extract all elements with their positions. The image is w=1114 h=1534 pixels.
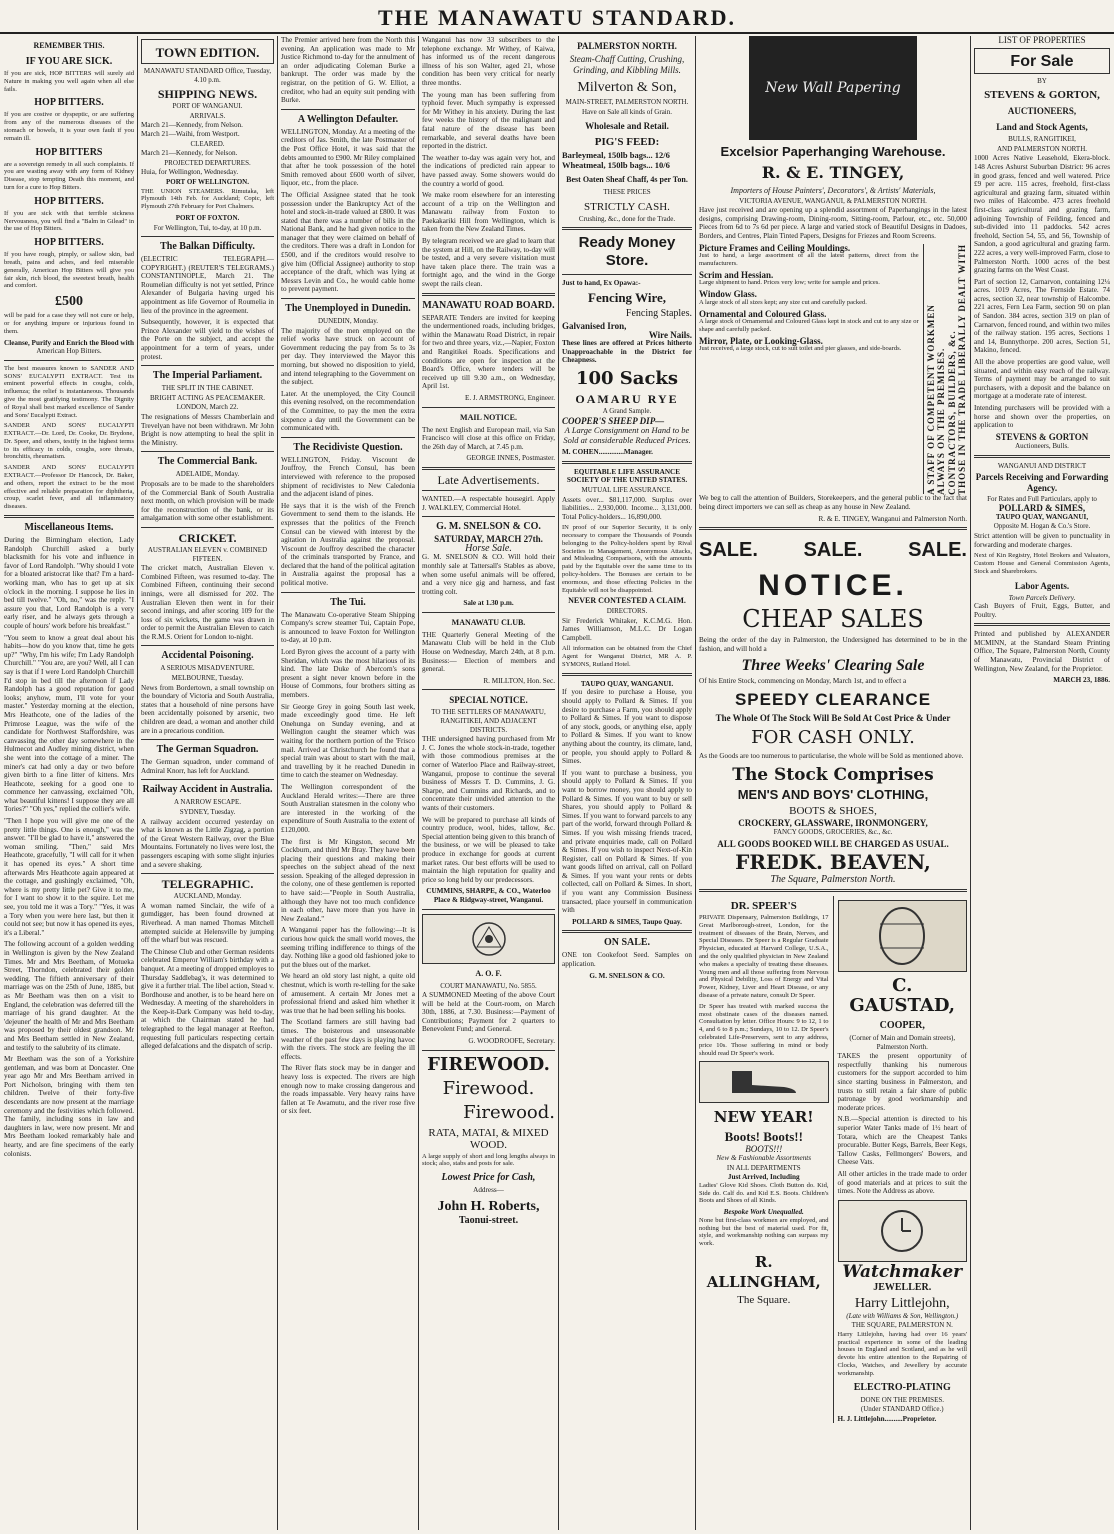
board-heading: MANAWATU ROAD BOARD. bbox=[422, 299, 555, 311]
grand-line: A Grand Sample. bbox=[602, 406, 652, 415]
late-heading: Late Advertisements. bbox=[437, 472, 540, 487]
picture-line: Picture Frames and Ceiling Mouldings. bbox=[699, 242, 851, 253]
vertical-text-3: CONTRACTORS, BUILDERS, &c. bbox=[946, 329, 957, 495]
scotland-body-2: The River flats stock may be in danger and heavy loss is expected. The rivers are high enough now to make crossing dangerous and the roads impassable. Very heavy rains have fallen at Te Awamutu, and the river rose five or six feet. bbox=[281, 1064, 415, 1116]
vertical-text-4: THOSE IN THE TRADE LIBERALLY DEALT WITH bbox=[957, 243, 967, 495]
imperial-heading: The Imperial Parliament. bbox=[152, 370, 263, 382]
lord-body: Lord Byron gives the account of a party with Sheridan, which was the most hilarious of its kind. The late Duke of Abercorn's sons present a sight never known before in the House of Commons, four brothers sitting as members. bbox=[281, 648, 415, 699]
parcels-extra: Next of Kin Registry, Hotel Brokers and Valuators, Custom House and General Commission Agents, Stock and Sharebrokers. bbox=[974, 552, 1110, 575]
crushing-line: Crushing, &c., done for the Trade. bbox=[578, 214, 676, 223]
weather-body: The weather to-day was again very hot, and the indications of predicted rain appear to have passed away. Some showers would do the country a world of good. bbox=[422, 153, 555, 188]
window-line: Window Glass. bbox=[699, 289, 757, 300]
firewood-text: A large supply of short and long lengths always in stock; also, stabs and posts for sale. bbox=[422, 1152, 555, 1168]
hop-text: If you are sick with that terrible sickness Nervousness, you will find a "Balm in Gilead" in the use of Hop Bitters. bbox=[4, 209, 134, 233]
never-heading: NEVER CONTESTED A CLAIM. bbox=[568, 596, 686, 606]
taupo-body: If you desire to purchase a House, you should apply to Pollard & Simes. If you desire to purchase a Farm, you should apply to Pollard & Simes. If you want to dispose of any stock, goods, or anything else, apply to Pollard & Simes. If you want to know anything about the country, its climate, land, or people, you should apply to Pollard & Simes. bbox=[562, 688, 692, 766]
firewood-3: Firewood. bbox=[463, 1101, 555, 1123]
sacks-line: 100 Sacks bbox=[575, 367, 679, 389]
bespoke-line: Bespoke Work Unequalled. bbox=[723, 1208, 804, 1217]
club-body: THE Quarterly General Meeting of the Manawatu Club will be held in the Club House on Wednesday, March 24th, at 8 p.m. Business:— Election of members and general. bbox=[422, 630, 555, 674]
rates-line: For Rates and Full Particulars, apply to bbox=[987, 494, 1097, 503]
speer-body-2: Dr Speer has treated with marked success the most obstinate cases of the diseases named. Consultation by letter. Office Hours: 9 to 12, 1 to 4, and 6 to 8 p.m.; Sundays, 10 to 12. Dr Speer's celebrated Life-Preservers, sent to any address, price 10s. Those suffering in mind or body should read Dr Speer's work. bbox=[699, 1002, 829, 1057]
commercial-heading: The Commercial Bank. bbox=[157, 456, 258, 468]
cleared-label: CLEARED. bbox=[190, 139, 225, 148]
cleared-item: March 21—Kennedy, for Nelson. bbox=[141, 149, 238, 158]
hop-bitters-heading: HOP BITTERS. bbox=[34, 195, 104, 207]
hop-text: If you have rough, pimply, or sallow skin, bad breath, pains and aches, and feel miserable generally, American Hop Bitters will give you fair skin, rich blood, the sweetest breath, health and comfort. bbox=[4, 251, 134, 290]
clock-icon bbox=[877, 1206, 927, 1256]
victoria-line: VICTORIA AVENUE, WANGANUI, & PALMERSTON NORTH. bbox=[739, 196, 927, 205]
newspaper-title: THE MANAWATU STANDARD. bbox=[378, 5, 736, 30]
opp-line: Opposite M. Hogan & Co.'s Store. bbox=[993, 522, 1091, 531]
done-line: DONE ON THE PREMISES. bbox=[860, 1395, 944, 1404]
clock-illustration bbox=[838, 1200, 968, 1262]
entire-line: Of his Entire Stock, commencing on Monday, March 1st, and to effect a bbox=[699, 677, 907, 686]
littlejohn-from: (Late with Williams & Son, Wellington.) bbox=[846, 1311, 959, 1320]
imprint-date: MARCH 23, 1886. bbox=[1053, 676, 1110, 685]
auckland-dateline: AUCKLAND, Monday. bbox=[173, 892, 242, 901]
poison-heading: Accidental Poisoning. bbox=[161, 650, 254, 662]
proprietor-line: H. J. Littlejohn..........Proprietor. bbox=[837, 1414, 937, 1423]
firewood-2: Firewood. bbox=[442, 1077, 535, 1099]
sander-ad: SANDER AND SONS' EUCALYPTI EXTRACT.—Professor Dr Hancock, Dr. Baker, and others, report the extract to be the most effective and reliable preparation for diphtheria, croup, scarlet fever, and all inflammatory diseases. bbox=[4, 464, 134, 511]
mail-heading: MAIL NOTICE. bbox=[460, 412, 517, 422]
mail-signature: GEORGE INNES, Postmaster. bbox=[466, 454, 555, 463]
unemployed-body: The majority of the men employed on the relief works have struck on account of Government reducing the pay from 5s to 3s per day. They interviewed the Mayor this morning, but showed no disposition to yield, and intend telegraphing to the Government on the subject. bbox=[281, 326, 415, 387]
for-sale-heading: For Sale bbox=[1010, 52, 1074, 70]
main-st: MAIN-STREET, PALMERSTON NORTH. bbox=[565, 98, 689, 106]
bulls-line: BULLS, RANGITIKEI, bbox=[1008, 135, 1076, 144]
cash-buyers: Cash Buyers of Fruit, Eggs, Butter, and Poultry. bbox=[974, 602, 1110, 619]
telegraphic-body-2: The Chinese Club and other German residents celebrated Emperor William's birthday with a banquet. At a meeting of dropped employes to Thursday Saddlebag's, it was determined to give it a further trial. The libel action, Stead v. Bordhouse and another, is to be heard here on Wednesday. A meeting of the shareholders in the Keep-it-Dark Company was held to-day, at which the Chairman stated he had telegraphed to the legal manager at Reefton, requesting full particulars respecting certain alleged defalcations and the dispatch of scrip. bbox=[141, 947, 274, 1051]
barley-price: Barleymeal, 150lb bags... 12/6 bbox=[562, 150, 670, 161]
tui-body: The Manawatu Co-operative Steam Shipping Company's screw steamer Tui, Captain Pope, is announced to leave Foxton for Wellington to-day, at 10 p.m. bbox=[281, 610, 415, 645]
nails-line: Wire Nails. bbox=[648, 329, 692, 340]
swallows-body-2: By telegram received we are glad to learn that the system at Hill, on the Railway, to-day will be tested, and a very severe visitation must have taken place there. The train was a fortnight ago, and the wind in the Gorge swept the rails clean. bbox=[422, 237, 555, 289]
unemployed-later: Later. At the unemployed, the City Council this evening resolved, on the recommendation of the Committee, to pay the men the extra sixpence a day until the Government can be communicated with. bbox=[281, 389, 415, 433]
club-heading: MANAWATU CLUB. bbox=[451, 617, 526, 627]
sydney-dateline: SYDNEY, Tuesday. bbox=[179, 808, 236, 817]
firewood-1: FIREWOOD. bbox=[427, 1053, 550, 1075]
always-line: Have on Sale all kinds of Grain. bbox=[581, 107, 672, 116]
aof-heading: A. O. F. bbox=[475, 968, 502, 978]
wanganui-body-2: The young man has been suffering from typhoid fever. Much sympathy is expressed for Mr Withey in his anxiety. During the last few weeks the history of the malignant and fatal nature of the disease has been remarkable, and several deaths have been reported in the district. bbox=[422, 90, 555, 151]
gaustad-nb: N.B.—Special attention is directed to his superior Water Tanks made of 1½ heart of Totara, which are the Cheapest Tanks procurable. Butter Kegs, Barrels, Beer Kegs, Tallow Casks, Fellmongers' Bowers, and Cheese Vats. bbox=[837, 1115, 967, 1167]
special-body: THE undersigned having purchased from Mr J. C. Jones the whole stock-in-trade, together with those commodious premises at the corner of Waterloo Place and Railway-street, Wanganui, propose to continue the several business of Messrs T. D. Cummins, J. G. Sharpe, and Cummins and Richards, and to concentrate their undivided attention to the wants of their customers. bbox=[422, 735, 555, 812]
all-dep: IN ALL DEPARTMENTS bbox=[726, 1163, 801, 1172]
edition-heading: TOWN EDITION. bbox=[155, 45, 260, 60]
wellington-shipping: THE UNION STEAMERS. Rimutaka, left Plymouth 14th Feb. for Auckland; Copic, left Plymouth 27th February for Port Chalmers. bbox=[141, 187, 274, 211]
projected-label: PROJECTED DEPARTURES. bbox=[164, 158, 251, 167]
barrel-icon bbox=[862, 906, 942, 966]
port-wanganui: PORT OF WANGANUI. bbox=[172, 102, 243, 111]
german-heading: The German Squadron. bbox=[156, 744, 259, 756]
misc-continued: "You seem to know a great deal about his habits—how do you know that, time he gets up?" "Why, I'm his wife; I'm Lady Randolph Churchill." "You are, are you? Well, all I can say is that if I were Lord Randolph Churchill I'd stop in bed till the afternoon if Lady Randolph has a good reputation for good looks; anyhow, mum, I'll vote for your master." Yesterday morning at the election, Mrs Heathcote, one of the ladies of the Primrose League, was the wife of the candidate for Northwest Staffordshire, was canvassing the other day somewhere in the Hulmecot and Audley mining district, when she went into the cottage of a miner. The miner's cat had only a day or two before given birth to a fine litter of kittens. Mrs Heathcote, seeking for a good one to commence her canvassing, exclaimed "Oh, what beautiful kittens! I suppose they are all Tories?" "Oh yes," replied the collier's wife. bbox=[4, 633, 134, 814]
wanted-ad: WANTED.—A respectable housegirl. Apply J. WALKLEY, Commercial Hotel. bbox=[422, 494, 555, 512]
labor-line: Labor Agents. bbox=[1014, 580, 1070, 591]
wellington-body-2: The first is Mr Kingston, second Mr Cockburn, and third Mr Bray. They have been placing their questions and making their speeches on the subject ahead of the next session. Speaking of the alleged depression in the colony, one of these gentlemen is reported to have said:—"People in South Australia, although they have not too much confidence in each other, have more than you have in New Zealand." bbox=[281, 837, 415, 923]
newspaper-body-2: We heard an old story last night, a quite old chestnut, which is worth re-telling for the sake of amusement. A certain Mr Jones met a professional friend and asked him whether it was true that he had been selling his books. bbox=[281, 972, 415, 1015]
column-rule bbox=[418, 36, 419, 1530]
beaven-name: FREDK. BEAVEN, bbox=[735, 850, 931, 875]
palmerston-heading: PALMERSTON NORTH. bbox=[577, 41, 677, 51]
balkan-body-2: Subsequently, however, it is expected that Prince Alexander will yield to the wishes of the Porte on the subject, and accept the appointment for a term of years, under protest. bbox=[141, 318, 274, 361]
corner-line: (Corner of Main and Domain streets), Palmerston North. bbox=[849, 1034, 956, 1051]
office-line: MANAWATU STANDARD Office, Tuesday, 4.10 p.m. bbox=[143, 67, 272, 84]
barrel-illustration bbox=[838, 900, 968, 972]
strict-line: Strict attention will be given to punctuality in forwarding and moderate charges. bbox=[974, 531, 1110, 549]
pollard-signature: POLLARD & SIMES, Taupo Quay. bbox=[572, 917, 682, 926]
wholesale-line: Wholesale and Retail. bbox=[585, 121, 669, 132]
littlejohn-name: Harry Littlejohn, bbox=[854, 1295, 950, 1311]
tingey-name: R. & E. TINGEY, bbox=[761, 163, 905, 182]
onsale-heading: ON SALE. bbox=[603, 937, 651, 949]
watchmaker-heading: Watchmaker bbox=[842, 1261, 963, 1282]
milverton-name: Milverton & Son, bbox=[577, 80, 677, 95]
cricket-body: The cricket match, Australian Eleven v. Combined Fifteen, was resumed to-day. The Combined Fifteen, continuing their second innings, were all dismissed for 202. The Australian Eleven then went in for their second innings, and after scoring 109 for the loss of six wickets, the game was drawn in order to permit the Australian Eleven to catch the R.M.S. Orient for London to-night. bbox=[141, 564, 274, 641]
snelson-time: Sale at 1.30 p.m. bbox=[463, 599, 514, 608]
strictly-line: STRICTLY CASH. bbox=[584, 200, 670, 213]
office-line: (Under STANDARD Office.) bbox=[860, 1405, 944, 1414]
tui-heading: The Tui. bbox=[330, 596, 366, 608]
sale-row bbox=[699, 534, 967, 566]
gaustad-body: TAKES the present opportunity of respectfully thanking his numerous customers for the support accorded to him since starting business in Palmerston, and trusts to still retain a fair share of public patronage by good workmanship and moderate prices. bbox=[837, 1052, 967, 1112]
hop-text: If you are sick, HOP BITTERS will surely aid Nature in making you well again when all else fails. bbox=[4, 70, 134, 93]
hop-bitters-heading: HOP BITTERS. bbox=[34, 97, 104, 109]
boot-illustration bbox=[699, 1061, 829, 1103]
cheap-heading: CHEAP SALES bbox=[742, 605, 924, 634]
cricket-subheading: AUSTRALIAN ELEVEN v. COMBINED FIFTEEN. bbox=[147, 545, 268, 563]
telegraphic-heading: TELEGRAPHIC. bbox=[161, 877, 254, 892]
shipping-heading: SHIPPING NEWS. bbox=[157, 87, 258, 102]
bootsss: BOOTS!!! bbox=[745, 1144, 783, 1155]
hop-bitters-heading: HOP BITTERS. bbox=[34, 237, 104, 249]
bright-heading: BRIGHT ACTING AS PEACEMAKER. bbox=[150, 393, 265, 402]
oamaru-line: OAMARU RYE bbox=[575, 391, 679, 406]
scrim-desc: Large shipment to hand. Prices very low; write for sample and prices. bbox=[699, 279, 880, 287]
tingey-close: We beg to call the attention of Builders, Storekeepers, and the general public to the fact that being direct importers we can sell as cheap as any house in New Zealand. bbox=[699, 494, 967, 512]
railway-body: A railway accident occurred yesterday on what is known as the Little Zigzag, a portion of the Great Western Railway, over the Blue Mountains. Fortunately no lives were lost, the passengers escaping with some slight injuries and a severe shaking. bbox=[141, 817, 274, 869]
being-line: Being the order of the day in Palmerston, the Undersigned has determined to be in the fashion, and will hold a bbox=[699, 636, 967, 653]
importers-line: Importers of House Painters', Decorators', & Artists' Materials, bbox=[730, 186, 936, 195]
square-line: The Square, Palmerston North. bbox=[770, 874, 896, 886]
equitable-body-2: IN proof of our Superior Security, it is only necessary to compare the Thousands of Pounds belonging to the Policy-holders spent by Rival Societies in Management, Anonymous Attacks, and Misleading Comparisons, with the amounts paid by the Equitable over the same time to its policy-holders. The Bonuses are certain to be enormous, and those effecting Policies in the Equitable will not be disappointed. bbox=[562, 524, 692, 594]
sale-word-3: SALE. bbox=[908, 539, 967, 562]
masthead bbox=[0, 0, 1114, 34]
by-label: BY bbox=[1037, 76, 1047, 85]
gaustad-note: All other articles in the trade made to order of good materials and at prices to suit the times. Note the Address as above. bbox=[837, 1169, 967, 1196]
column-rule bbox=[695, 36, 696, 1530]
wellington-body: The Wellington correspondent of the Auckland Herald writes:—There are three South Australian statesmen in the colony who are interested in the working of the expenditure of South Australia to the extent of £120,000. bbox=[281, 782, 415, 834]
tingey-signature: R. & E. TINGEY, Wanganui and Palmerston North. bbox=[818, 514, 967, 523]
paperhanging-heading: Excelsior Paperhanging Warehouse. bbox=[720, 144, 946, 159]
recid-heading: The Recidiviste Question. bbox=[293, 441, 403, 453]
dunedin-dateline: DUNEDIN, Monday. bbox=[317, 317, 378, 326]
boots-boots: Boots! Boots!! bbox=[724, 1129, 803, 1145]
unemployed-heading: The Unemployed in Dunedin. bbox=[285, 303, 411, 315]
port-foxton: PORT OF FOXTON. bbox=[175, 213, 240, 222]
picture-desc: Just to hand, a large assortment of all the latest patterns, direct from the manufacturers. bbox=[699, 252, 919, 267]
littlejohn-place: THE SQUARE, PALMERSTON N. bbox=[851, 1321, 953, 1330]
column-4 bbox=[422, 36, 555, 1528]
booked-line: ALL GOODS BOOKED WILL BE CHARGED AS USUAL. bbox=[717, 838, 949, 849]
london-dateline: LONDON, March 22. bbox=[176, 403, 239, 412]
newspaper-body: A Wanganui paper has the following:—It is curious how quick the small world moves, the seeming trifling indifference to things of the day. Nothing like a good old fashioned joke to put the blues out of the market. bbox=[281, 926, 415, 969]
defaulter-body-2: The Official Assignee stated that he took possession under the Bankruptcy Act of the hotel and stock-in-trade valued at £800. It was stated that there was a number of bills in the National Bank, and he had given notice to the manager that they were claimed on behalf of the creditors. There was a draft in London for £500, and if the creditors would resolve to give him (Official Assignee) authority to stop acceptance of the draft, which was lying at Messrs Levin and Co., he would cable home to prevent payment. bbox=[281, 190, 415, 294]
fencing-wire: Fencing Wire, bbox=[588, 289, 666, 305]
stevens-name: STEVENS & GORTON, bbox=[984, 89, 1100, 102]
cooper-label: COOPER, bbox=[879, 1020, 925, 1032]
roberts-name: John H. Roberts, bbox=[437, 1198, 540, 1214]
melbourne-dateline: MELBOURNE, Tuesday. bbox=[171, 674, 244, 683]
remember-heading: REMEMBER THIS. bbox=[33, 41, 105, 50]
recid-body-2: He says that it is the wish of the French Government to send them to the islands. He expresses that the politics of the French Consul can be viewed with interest by the agitation in Australia against the proposal. Viscount de Jouffroy described the character of the criminals transported by France, and declared that the hand of the political agitation in Australia against the proposal has a political motive. bbox=[281, 501, 415, 588]
goods-line: As the Goods are too numerous to particularise, the whole will be Sold as mentioned above. bbox=[699, 752, 964, 761]
mutual-line: MUTUAL LIFE ASSURANCE. bbox=[581, 485, 673, 494]
defaulter-body: WELLINGTON, Monday. At a meeting of the creditors of Jas. Smith, the late Postmaster of the Post Office Hotel, it was said that the debts amounted to £900. Mr Riley complained that after he took possession of the hotel Smith removed about £600 worth of silver, liquor, etc., from the place. bbox=[281, 127, 415, 188]
list-heading: LIST OF PROPERTIES bbox=[998, 36, 1086, 45]
cooker-line: ONE ton Cookefoot Seed. Samples on application. bbox=[562, 951, 692, 969]
mirror-line: Mirror, Plate, or Looking-Glass. bbox=[699, 335, 823, 346]
properties-list-2: Part of section 12, Carnarvon, containing 12¼ acres. 1019 Acres, The Fernside Estate. 74 acres, section 32, near township of Halcombe. 221 acres, Fern Lea Farm, section 90 on plan of Sandon. 384 acres, section 319 on plan of Carnarvon, fenced round, and within two miles of the railway station. 195 acres, Sections 1 and 14, Bunnythorpe. 200 acres, Section 51, Makino, fenced. bbox=[974, 277, 1110, 355]
boot-list: Ladies' Glove Kid Shoes. Cloth Button do. Kid, Side do. Calf do. and Kid E.S. Boots. Children's Boots and Shoes of all Kinds. bbox=[699, 1181, 829, 1205]
misc-body: During the Birmingham election, Lady Randolph Churchill asked a burly blacksmith for his vote and influence in favor of Lord Randolph. "Why should I vote for a bloated aristocrat like that? I'm a hard-working man, who has to get up at six o'clock in the morning. I suppose he lies in bed till twelve." "Oh, no," was the reply. "I assure you that, Lord Randolph is a very early riser, and he always gets through a couple of hours' work before his breakfast." bbox=[4, 536, 134, 630]
port-wellington: PORT OF WELLINGTON. bbox=[166, 177, 249, 186]
allingham-name: R. ALLINGHAM, bbox=[706, 1252, 821, 1291]
hop-text: are a sovereign remedy in all such complaints. If you are wasting away with any form of Kidney Disease, stop tempting Death this moment, and turn for a cure to Hop Bitters. bbox=[4, 160, 134, 191]
equitable-body: Assets over... $81,117,000. Surplus over liabilities... 2,930,000. Income... 3,131,000. Total Policy-holders... 16,890,000. bbox=[562, 495, 692, 521]
column-2 bbox=[141, 36, 274, 1528]
ornamental-desc: A large stock of Ornamental and Coloured Glass kept in stock and cut to any size or shape and carefully packed. bbox=[699, 318, 919, 333]
speedy-heading: SPEEDY CLEARANCE bbox=[734, 690, 932, 710]
properties-list: 1000 Acres Native Leasehold, Ekera-block. 148 Acres Ashurst Suburban District: 96 acres in good grass, fenced and well watered. Price £9 per acre. 115 acres, freehold, first-class agricultural and grazing farm, situated within two miles of Halcombe. 473 acres freehold first-class agricultural and grazing farm, adjoining Township of Feilding, fenced and sub-divided into 11 paddocks. 542 acres freehold, Section 54, 55, and 56, Township of Sandon, a good agricultural and grazing farm. 222 acres, a very well-improved Farm, close to Palmerston North. 1000 acres of the best grazing farms on the West Coast. bbox=[974, 154, 1110, 275]
chaff-price: Best Oaten Sheaf Chaff, 4s per Ton. bbox=[566, 175, 688, 185]
telegraphic-body: A woman named Sinclair, the wife of a gumdigger, has been found drowned at Riverhead. A man named Thomas Mitchell attempted suicide at Helensville by jumping off the wharf but was rescued. bbox=[141, 901, 274, 945]
paperhanging-script: New Wall Papering bbox=[765, 79, 901, 96]
column-8 bbox=[974, 36, 1110, 1528]
electroplate-line: ELECTRO-PLATING bbox=[853, 1381, 951, 1393]
board-signature: E. J. ARMSTRONG, Engineer. bbox=[464, 393, 555, 402]
land-line: Land and Stock Agents, bbox=[996, 122, 1088, 133]
properties-extra: All the above properties are good value, well situated, and within easy reach of the railway. Terms of payment may be arranged to suit purchasers, with a deposit and the balance on mortgage at a moderate rate of interest. bbox=[974, 358, 1110, 401]
equitable-info: All information can be obtained from the Chief Agent for Wanganui District, MR A. P. SYMONS, Rutland Hotel. bbox=[562, 645, 692, 669]
court-body: A SUMMONED Meeting of the above Court will be held at the Court-room, on March 30th, 1886, at 7.30. Business:—Payment of Contributions; Payment for 2 quarters to Benevolent Fund; and General. bbox=[422, 991, 555, 1034]
sick-heading: IF YOU ARE SICK. bbox=[25, 56, 113, 67]
misc-heading: Miscellaneous Items. bbox=[24, 522, 114, 534]
misc-continued: "Then I hope you will give me one of the pretty little things. One is enough," was the answer. "I'll be glad to have it," answered the woman smiling. "Then," said Mrs Heathcote, gracefully, "I will call for it when it has opened its eyes." A short time afterwards Mrs Heathcote again appeared at the cottage, and gushingly exclaimed, "Oh, where is my pretty little pet? Give it to me, for I want to show it to the squire. Let me see, you told me it was a Tory." "Yes, it was a Tory when you were here last, but then it could not see; but now it has opened its eyes, it's a Liberal." bbox=[4, 817, 134, 937]
golden-wedding: The following account of a golden wedding in Wellington is given by the New Zealand Times. Mr and Mrs Beetham, of Motueka Street, Thorndon, celebrated their golden wedding. The fiftieth anniversary of their marriage was on the 25th of June, 1885, but as Mr Beetham was then on a visit to England, the celebration was deferred till the marriage of his grand daughter. At the 'dejeuner' the health of Mr and Mrs Beetham was proposed by their oldest grandson. Mr and Mrs Beetham settled in New Zealand, and testify to the salubrity of its climate. bbox=[4, 940, 134, 1052]
column-1 bbox=[4, 36, 134, 1528]
new-year: NEW YEAR! bbox=[713, 1108, 814, 1127]
sale-word-2: SALE. bbox=[803, 539, 863, 562]
railway-subheading: A NARROW ESCAPE. bbox=[174, 798, 241, 807]
aof-emblem bbox=[422, 914, 555, 964]
wanganui-body: Wanganui has now 33 subscribers to the telephone exchange. Mr Withey, of Kaiwa, has informed us of the recent dangerous illness of his son Walter, aged 21, whose condition has been very critical for nearly three months. bbox=[422, 36, 555, 87]
cricket-heading: CRICKET. bbox=[178, 530, 237, 545]
gaustad-name: C. GAUSTAD, bbox=[849, 975, 956, 1017]
hop-text: If you are costive or dyspeptic, or are suffering from any of the numerous diseases of the stomach or bowels, it is your own fault if you remain ill. bbox=[4, 111, 134, 142]
coopers-line: COOPER'S SHEEP DIP— bbox=[562, 415, 665, 426]
intending-line: Intending purchasers will be provided with a horse and shown over the properties, on application to bbox=[974, 404, 1110, 430]
speer-heading: DR. SPEER'S bbox=[730, 900, 797, 913]
wheat-price: Wheatmeal, 150lb bags... 10/6 bbox=[562, 160, 670, 171]
and-palm-line: AND PALMERSTON NORTH. bbox=[996, 144, 1087, 153]
equitable-heading: EQUITABLE LIFE ASSURANCE SOCIETY OF THE UNITED STATES. bbox=[566, 467, 688, 485]
lowest-line: Lowest Price for Cash, bbox=[441, 1172, 536, 1184]
prices-line: THESE PRICES bbox=[603, 188, 651, 197]
arrivals-label: ARRIVALS. bbox=[189, 111, 226, 120]
stock-heading: The Stock Comprises bbox=[732, 764, 934, 785]
vertical-text-1: A STAFF OF COMPETENT WORKMEN bbox=[925, 303, 936, 495]
club-signature: R. MILLTON, Hon. Sec. bbox=[483, 676, 555, 685]
column-rule bbox=[970, 36, 971, 1530]
pigs-heading: PIG'S FEED: bbox=[594, 136, 660, 149]
notice-heading: NOTICE. bbox=[758, 569, 908, 603]
misc-body-3: Sir George Grey in going South last week, made exceedingly good time. He left Onehunga on Sunday evening, and at Wellington caught the steamer which was waiting for the northern portion of the 'Frisco mail. Arrived at Christchurch he found that a special train was about to start with the mail, and travelling by it he reached Dunedin in time to catch the steamer on Wednesday. bbox=[281, 702, 415, 780]
town-line: Town Parcels Delivery. bbox=[1008, 593, 1076, 602]
mens-line: MEN'S AND BOYS' CLOTHING, bbox=[737, 786, 929, 802]
ornamental-line: Ornamental and Coloured Glass. bbox=[699, 308, 827, 319]
snelson-heading: G. M. SNELSON & CO. bbox=[436, 521, 541, 533]
ready-money-heading: Ready Money Store. bbox=[578, 234, 676, 270]
column-rule bbox=[137, 36, 138, 1530]
snelson-sale: Horse Sale. bbox=[465, 542, 512, 554]
court-heading: COURT MANAWATU, No. 5855. bbox=[440, 981, 537, 990]
special-body-2: We will be prepared to purchase all kinds of country produce, wool, hides, tallow, &c. Special attention being given to this branch of the business, or we will be pleased to take produce in exchange for goods at current market rates. Our best efforts will be used to maintain the high reputation for quality and price so long held by our predecessors. bbox=[422, 815, 555, 884]
taupo-body-2: If you want to purchase a business, you should apply to Pollard & Simes. If you want to borrow money, you should apply to Pollard & Simes. If you want to buy or sell Shares, you should apply to Pollard & Simes. If you want to forward parcels to any part of the world, forward through Pollard & Simes. If you wish missing friends traced, and private enquiries made, call on Pollard & Simes. If you wish to inspect Next-of-Kin Register, call on Pollard & Simes. If you want goods lifted on arrival, call on Pollard & Simes. If you want your rents or debts collected, call on Pollard & Simes. In short, if you want any Commission Business transacted, place yourself in communication with bbox=[562, 768, 692, 915]
cleanse-line: Cleanse, Purify and Enrich the Blood with bbox=[4, 338, 134, 347]
parcels-line: Parcels Receiving and Forwarding Agency. bbox=[975, 471, 1109, 493]
window-desc: A large stock of all sizes kept; any size cut and carefully packed. bbox=[699, 298, 867, 306]
reward-amount: £500 bbox=[55, 294, 83, 310]
poison-subheading: A SERIOUS MISADVENTURE. bbox=[160, 664, 255, 673]
steam-line: Steam-Chaff Cutting, Crushing, Grinding, and Kibbling Mills. bbox=[569, 54, 685, 75]
jeweller-label: JEWELLER. bbox=[873, 1281, 932, 1293]
premier-body: The Premier arrived here from the North this evening. An application was made to Mr Justice Richmond to-day for the annulment of an order adjudicating Coleman Burke a bankrupt. The order was made by the registrar, on the petition of G. W. Elliot, a creditor, who had an equity suit pending with Burke. bbox=[281, 36, 415, 105]
crockery-line: CROCKERY, GLASSWARE, IRONMONGERY, bbox=[738, 817, 928, 828]
poison-body: News from Bordertown, a small township on the boundary of Victoria and South Australia, states that a household of nine persons have been accidentally poisoned by arsenic, two children are dead, a woman and another child are in a precarious condition. bbox=[141, 683, 274, 735]
arrived-line: Just Arrived, Including bbox=[727, 1173, 800, 1182]
column-rule bbox=[277, 36, 278, 1530]
recid-body: WELLINGTON, Friday. Viscount de Jouffroy, the French Consul, has been interviewed with reference to the proposed shipment of recidivistes to New Caledonia and the adjacent island of pines. bbox=[281, 455, 415, 499]
balkan-heading: The Balkan Difficulty. bbox=[160, 241, 255, 253]
aof-emblem-icon bbox=[459, 919, 519, 959]
split-heading: THE SPLIT IN THE CABINET. bbox=[161, 384, 254, 393]
boots-line: BOOTS & SHOES, bbox=[789, 804, 877, 817]
taupo-heading: TAUPO QUAY, WANGANUI. bbox=[580, 679, 674, 688]
allingham-place: The Square. bbox=[737, 1293, 791, 1306]
snelson-date: SATURDAY, MARCH 27th. bbox=[434, 534, 543, 545]
new-fash: New & Fashionable Assortments bbox=[716, 1153, 812, 1162]
balkan-body: (ELECTRIC TELEGRAPH.—COPYRIGHT.) (REUTER'S TELEGRAMS.) CONSTANTINOPLE, March 21. The Roumelian difficulty is not yet settled, Prince Alexander of Bulgaria having urged his appointment as life Governor of Roumelia in lieu of the province in the agreement. bbox=[141, 255, 274, 315]
railway-heading: Railway Accident in Australia. bbox=[142, 784, 273, 796]
snelson-body: G. M. SNELSON & CO. Will hold their monthly sale at Tattersall's Stables as above, when some useful animals will be offered, and a very nice gig and harness, and fast trotting colt. bbox=[422, 553, 555, 596]
scrim-line: Scrim and Hessian. bbox=[699, 269, 774, 280]
defaulter-heading: A Wellington Defaulter. bbox=[297, 113, 399, 125]
sg-signature: STEVENS & GORTON bbox=[995, 431, 1089, 442]
swallows-body: We make room elsewhere for an interesting account of a trip on the Wellington and Manawatu railway from Foxton to Paekakariki Hill from Wellington, which is taken from the New Zealand Times. bbox=[422, 191, 555, 234]
mail-body: The next English and European mail, via San Francisco will close at this office on Friday, the 26th day of March, at 7.45 p.m. bbox=[422, 425, 555, 451]
column-rule bbox=[558, 36, 559, 1530]
snelson-sig: G. M. SNELSON & CO. bbox=[589, 971, 665, 980]
fencing-staples: Fencing Staples. bbox=[625, 307, 692, 319]
large-line: A Large Consignment on Hand to be Sold at considerable Reduced Prices. bbox=[563, 425, 691, 446]
board-body: SEPARATE Tenders are invited for keeping the undermentioned roads, including bridges, within the Manawatu Road District, in repair for two and three years, viz.,—Napier, Foxton and Rangitikei Roads. Specifications and conditions are open for inspection at the Board's Office, where tenders will be received up till 9.30 a.m., on Wednesday, April 1st. bbox=[422, 313, 555, 391]
sale-word-1: SALE. bbox=[699, 539, 758, 562]
speer-body: PRIVATE Dispensary, Palmerston Buildings, 17 Great Marlborough-street, London, for the treatment of diseases of the Brain, Nerves, and Special Diseases. Dr Speer is a Regular Graduate Physician, educated at Harvard College, U.S.A., and the only qualified physician in New Zealand who makes a specialty of treating these diseases. Young men and all those suffering from Nervous and Physical Debility, Loss of Energy and Vital Power, Kidney, Liver and Heart Disease, or any disease of a private nature, consult Dr Speer. bbox=[699, 914, 829, 999]
hop-text: will be paid for a case they will not cure or help, or for anything impure or injurious found in them. bbox=[4, 312, 134, 335]
auctioneers-line: AUCTIONEERS, bbox=[1007, 106, 1077, 117]
scotland-body: The Scotland farmers are still having bad times. The boisterous and unseasonable weather of the past few days is playing havoc with the rivers. The stock are feeling the ill effects. bbox=[281, 1018, 415, 1061]
cohen-line: M. COHEN..............Manager. bbox=[562, 448, 653, 457]
commercial-body: Proposals are to be made to the shareholders of the Commercial Bank of South Australia next month, on which provision will be made for the reconstruction of the bank, or its amalgamation with some other establishment. bbox=[141, 479, 274, 523]
mirror-desc: Just received, a large stock, cut to suit toilet and pier glasses, and side-boards. bbox=[699, 345, 902, 353]
adelaide-dateline: ADELAIDE, Monday. bbox=[175, 470, 240, 479]
sander-ad: SANDER AND SONS' EUCALYPTI EXTRACT.—Dr. Lord, Dr. Cooke, Dr. Brydone, Dr. Speer, and others, testify in the highest terms to its efficacy in colds, coughs, sore throats, bronchitis, rheumatism. bbox=[4, 422, 134, 461]
american-hop-line: American Hop Bitters. bbox=[36, 347, 102, 356]
opawa-line: Just to hand, Ex Opawa:- bbox=[562, 279, 641, 288]
offered-line: These lines are offered at Prices hitherto Unapproachable in the District for Cheapness. bbox=[562, 339, 692, 365]
roberts-place: Taonui-street. bbox=[458, 1214, 519, 1226]
imperial-body: The resignations of Messrs Chamberlain and Trevelyan have not been withdrawn. Mr John Bright is now attempting to heal the split in the Ministry. bbox=[141, 413, 274, 447]
tingey-body: Have just received and are opening up a splendid assortment of Paperhangings in the latest designs, comprising Drawing-room, Dining-room, Sitting-room, Parlour, etc., etc. 50,000 Pieces from 6d to 7s 6d per piece. A large and varied stock of Beautiful Designs in Dadoes, Borders, and Centres, Plain Tinted Papers, Designs for Friezes and Room Screens. bbox=[699, 206, 967, 240]
three-weeks: Three Weeks' Clearing Sale bbox=[741, 657, 925, 675]
parcels-heading: WANGANUI AND DISTRICT bbox=[997, 461, 1087, 470]
projected-item: Huia, for Wellington, Wednesday. bbox=[141, 168, 239, 177]
arrival-item: March 21—Waihi, from Westport. bbox=[141, 129, 240, 138]
column-6 bbox=[699, 36, 967, 1528]
paperhanging-illustration bbox=[749, 36, 917, 140]
littlejohn-body: Harry Littlejohn, having had over 16 years' practical experience in some of the leading houses in England and Scotland, and as he will devote his entire attention to the Repairing of Clocks, Watches, and Jewellery by accurate workmanship. bbox=[837, 1330, 967, 1377]
hop-bitters-heading: HOP BITTERS bbox=[35, 146, 103, 158]
arrival-item: March 21—Kennedy, from Nelson. bbox=[141, 121, 243, 130]
sander-ad: The best measures known to SANDER AND SONS' EUCALYPTI EXTRACT. Test its eminent powerful effects in coughs, colds, influenza; the relief is instantaneous. Thousands give the most gratifying testimony. The Dignity of Royal shall best marked excellence of Sander and Sons' Eucalypti Extract. bbox=[4, 364, 134, 419]
taupo-line: TAUPO QUAY, WANGANUI, bbox=[995, 512, 1089, 521]
misc-continued: Mr Beetham was the son of a Yorkshire gentleman, and was born at Doncaster. One year ago Mr and Mrs Beetham arrived in Port Nicholson, bringing with them ten children. Twelve of their forty-five descendants are now present at the marriage ceremony and the festivities which followed. The family, including sons in law and daughters in law, were now present. Mr and Mrs Beetham looked remarkably hale and hearty, and are fine specimens of the early colonists. bbox=[4, 1055, 134, 1158]
whole-line: The Whole Of The Stock Will Be Sold At Cost Price & Under bbox=[715, 713, 951, 724]
vertical-text-2: ALWAYS ON THE PREMISES. bbox=[936, 347, 947, 495]
german-body: The German squadron, under command of Admiral Knorr, has left for Auckland. bbox=[141, 758, 274, 775]
boot-icon bbox=[724, 1067, 804, 1097]
special-signature: CUMMINS, SHARPE, & CO., Waterloo Place & Ridgway-street, Wanganui. bbox=[426, 887, 551, 904]
galv-line: Galvanised Iron, bbox=[562, 320, 627, 331]
fancy-line: FANCY GOODS, GROCERIES, &c., &c. bbox=[773, 828, 893, 837]
directors-body: Sir Frederick Whitaker, K.C.M.G. Hon. James Williamson, M.L.C. Dr Logan Campbell. bbox=[562, 616, 692, 642]
special-subheading: TO THE SETTLERS OF MANAWATU, RANGITIKEI, AND ADJACENT DISTRICTS. bbox=[431, 708, 546, 734]
pollard-name: POLLARD & SIMES, bbox=[998, 503, 1086, 514]
column-3 bbox=[281, 36, 415, 1528]
rata-line: RATA, MATAI, & MIXED WOOD. bbox=[428, 1126, 549, 1151]
court-signature: G. WOODROOFE, Secretary. bbox=[468, 1037, 555, 1046]
foxton-line: For Wellington, Tui, to-day, at 10 p.m. bbox=[153, 223, 262, 232]
cash-only: FOR CASH ONLY. bbox=[751, 727, 915, 749]
bespoke-desc: None but first-class workmen are employed, and nothing but the best of material used. For fit, style, and workmanship nothing can surpass my work. bbox=[699, 1216, 829, 1248]
directors-label: DIRECTORS. bbox=[606, 607, 648, 616]
sg-auct: Auctioneers, Bulls. bbox=[1015, 442, 1069, 451]
imprint: Printed and published by ALEXANDER MCMINN, at the Standard Steam Printing Office, The Square, Palmerston North, County of Manawatu, Provincial District of Wellington, New Zealand, for the Proprietor. bbox=[974, 630, 1110, 673]
address-line: Address— bbox=[473, 1186, 504, 1195]
special-heading: SPECIAL NOTICE. bbox=[449, 695, 528, 706]
column-5 bbox=[562, 36, 692, 1528]
